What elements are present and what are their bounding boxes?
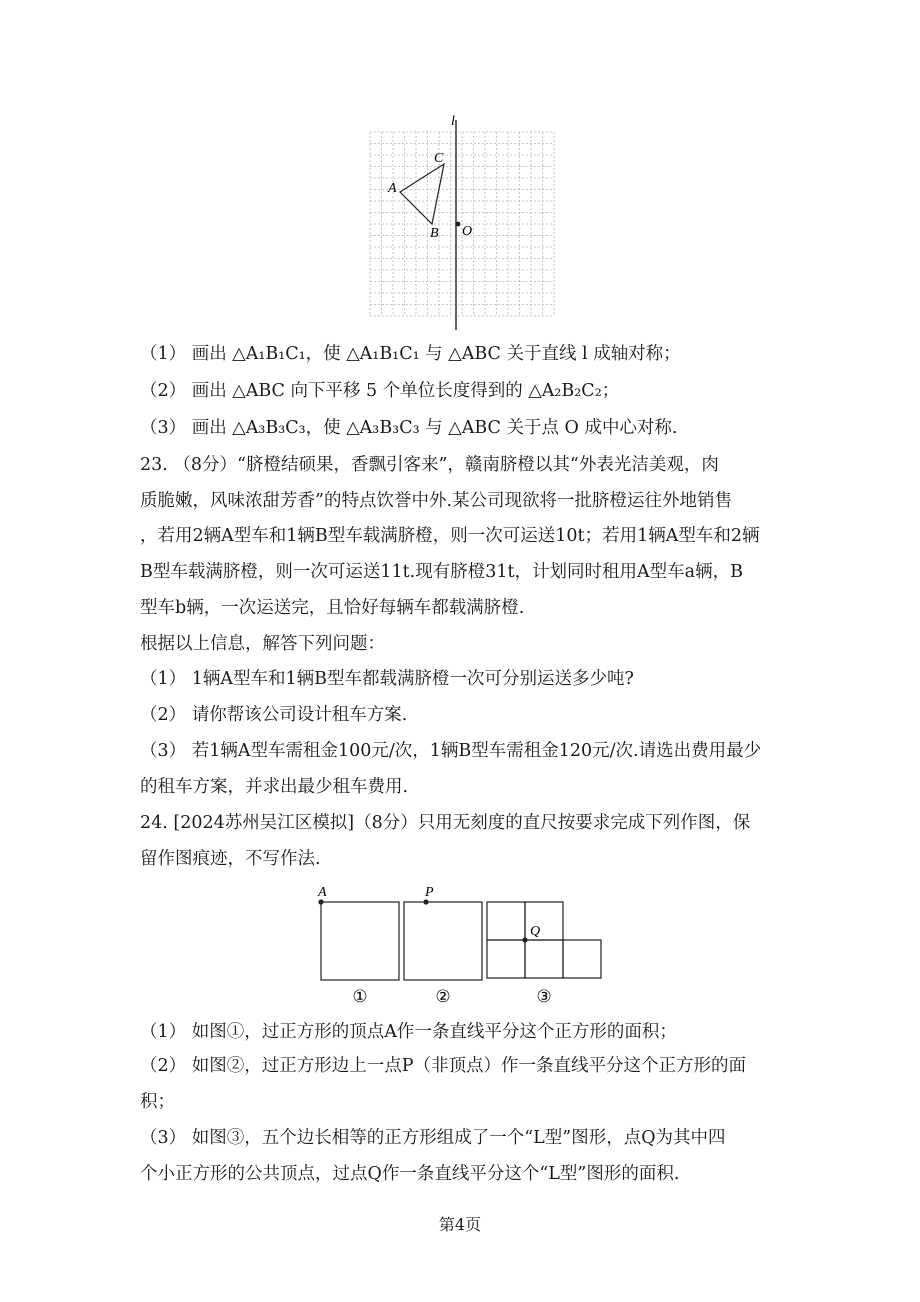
- point-o: [456, 222, 461, 227]
- q22-part3: （3） 画出 △A₃B₃C₃，使 △A₃B₃C₃ 与 △ABC 关于点 O 成中心对称.: [140, 418, 678, 438]
- q23-line-3: ，若用2辆A型车和1辆B型车载满脐橙，则一次可运送10t；若用1辆A型车和2辆: [140, 526, 760, 546]
- q24-part1: （1） 如图①，过正方形的顶点A作一条直线平分这个正方形的面积；: [140, 1022, 677, 1042]
- q23-line-5: 型车b辆，一次运送完，且恰好每辆车都载满脐橙.: [140, 598, 525, 618]
- grid-figure: [360, 108, 560, 333]
- q22-part2: （2） 画出 △ABC 向下平移 5 个单位长度得到的 △A₂B₂C₂；: [140, 381, 620, 401]
- page-number: 第4页: [438, 1215, 482, 1234]
- q24-part3-b: 个小正方形的公共顶点，过点Q作一条直线平分这个“L型”图形的面积.: [140, 1164, 680, 1184]
- q24-part2-b: 积；: [140, 1092, 175, 1112]
- q24-part3-a: （3） 如图③，五个边长相等的正方形组成了一个“L型”图形，点Q为其中四: [140, 1128, 726, 1148]
- q24-line-1: 24. [2024苏州吴江区模拟]（8分）只用无刻度的直尺按要求完成下列作图，保: [140, 813, 751, 833]
- caption-3: ③: [536, 987, 552, 1006]
- caption-1: ①: [352, 987, 368, 1006]
- q23-line-1: 23. （8分）“脐橙结硕果，香飘引客来”，赣南脐橙以其“外表光洁美观，肉: [140, 455, 719, 475]
- q23-line-4: B型车载满脐橙，则一次可运送11t.现有脐橙31t，计划同时租用A型车a辆，B: [140, 562, 743, 582]
- squares-figure: [310, 878, 610, 1008]
- q22-part1: （1） 画出 △A₁B₁C₁，使 △A₁B₁C₁ 与 △ABC 关于直线 l 成轴对称；: [140, 344, 681, 364]
- point-p: [423, 899, 428, 904]
- square-1: [321, 902, 399, 980]
- label-a: A: [388, 181, 397, 196]
- q23-part1: （1） 1辆A型车和1辆B型车都载满脐橙一次可分别运送多少吨?: [140, 669, 634, 689]
- label-q: Q: [530, 924, 541, 939]
- label-l: l: [451, 114, 455, 129]
- q23-intro: 根据以上信息，解答下列问题：: [140, 634, 385, 654]
- square-2: [404, 902, 482, 980]
- q23-part2: （2） 请你帮该公司设计租车方案.: [140, 705, 408, 725]
- q24-line-2: 留作图痕迹，不写作法.: [140, 849, 321, 869]
- label-p: P: [425, 885, 434, 900]
- l-shape: [487, 902, 601, 978]
- point-q: [522, 937, 527, 942]
- label-a-fig2: A: [318, 885, 327, 900]
- q23-part3-a: （3） 若1辆A型车需租金100元/次，1辆B型车需租金120元/次.请选出费用最少: [140, 741, 762, 761]
- q24-part2-a: （2） 如图②，过正方形边上一点P（非顶点）作一条直线平分这个正方形的面: [140, 1056, 746, 1076]
- label-o: O: [462, 224, 473, 239]
- caption-2: ②: [435, 987, 451, 1006]
- triangle-abc: [400, 164, 444, 224]
- label-c: C: [434, 151, 444, 166]
- q23-part3-b: 的租车方案，并求出最少租车费用.: [140, 777, 409, 797]
- label-b: B: [430, 226, 439, 241]
- point-a: [318, 899, 323, 904]
- q23-line-2: 质脆嫩，风味浓甜芳香”的特点饮誉中外.某公司现欲将一批脐橙运往外地销售: [140, 491, 733, 511]
